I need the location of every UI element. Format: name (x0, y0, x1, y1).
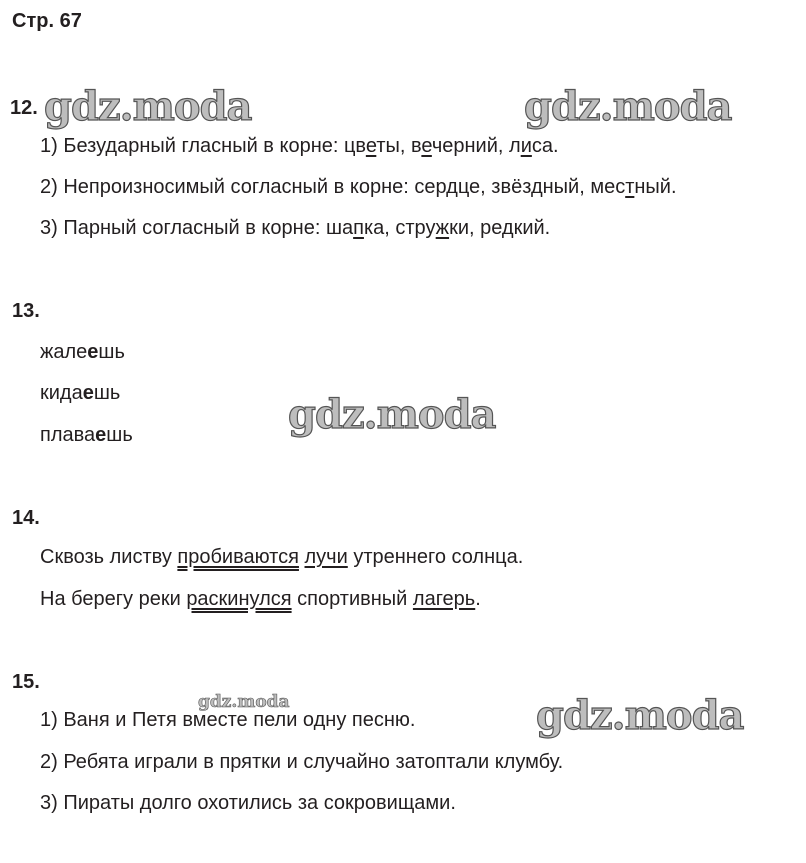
highlighted-letter: е (421, 135, 432, 157)
sentence-text: спортивный (291, 588, 413, 610)
line-text: кий. (513, 217, 551, 239)
sentence-text: утреннего солнца. (347, 546, 524, 568)
line-text: 3) Парный согласный в корне: ша (40, 217, 354, 239)
watermark-logo: gdz.moda (44, 83, 252, 130)
word-part: плава (40, 424, 96, 446)
exercise-15-number: 15. (12, 671, 40, 693)
exercise-12-line-2 (40, 176, 677, 199)
exercise-12-line-1 (40, 135, 559, 158)
exercise-15-item: 2) Ребята играли в прятки и случайно затоптали клумбу. (40, 751, 564, 773)
line-text: ки, ре (449, 217, 502, 239)
highlighted-letter: д (446, 176, 458, 198)
exercise-13-number: 13. (12, 300, 40, 322)
line-text: ка, стру (363, 217, 436, 239)
sentence-text: На берегу реки (40, 588, 187, 610)
subject: лагерь (412, 588, 476, 610)
highlighted-letter: п (353, 217, 364, 239)
watermark-logo: gdz.moda (198, 692, 290, 712)
exercise-13-word-1 (40, 341, 125, 364)
word-part: шь (106, 424, 133, 446)
exercise-15-item: 1) Ваня и Петя вместе пели одну песню. (40, 709, 416, 731)
line-text: ты, в (376, 135, 422, 157)
highlighted-letter: д (501, 217, 514, 239)
exercise-15-item: 3) Пираты долго охотились за сокровищами. (40, 792, 456, 814)
bold-letter: е (82, 382, 94, 404)
predicate: раскинулся (186, 588, 292, 610)
exercise-14-sentence-1 (40, 546, 523, 569)
subject: лучи (304, 546, 348, 568)
exercise-12-line-3 (40, 217, 550, 240)
highlighted-letter: ж (435, 217, 450, 239)
line-text: са. (531, 135, 559, 157)
sentence-text: Сквозь листву (40, 546, 178, 568)
exercise-14-sentence-2 (40, 588, 481, 611)
page-number: Стр. 67 (12, 10, 82, 32)
line-text: ный, мес (542, 176, 626, 198)
line-text: це, звёз (457, 176, 531, 198)
word-part: шь (93, 382, 121, 404)
word-part: кида (40, 382, 83, 404)
watermark-logo: gdz.moda (524, 83, 732, 130)
exercise-13-word-3 (40, 424, 133, 447)
exercise-14-number: 14. (12, 507, 40, 529)
predicate: пробиваются (177, 546, 299, 568)
watermark-logo: gdz.moda (536, 692, 744, 739)
highlighted-letter: т (625, 176, 635, 198)
line-text: черний, л (431, 135, 521, 157)
word-part: шь (98, 341, 125, 363)
watermark-logo: gdz.moda (288, 391, 496, 438)
line-text: 2) Непроизносимый согласный в корне: сер (40, 176, 447, 198)
highlighted-letter: и (520, 135, 532, 157)
highlighted-letter: д (530, 176, 543, 198)
exercise-12-number: 12. (10, 97, 38, 119)
exercise-13-word-2 (40, 382, 120, 405)
word-part: жале (40, 341, 88, 363)
sentence-text: . (475, 588, 481, 610)
bold-letter: е (87, 341, 99, 363)
line-text: ный. (634, 176, 677, 198)
line-text: 1) Безударный гласный в корне: цв (40, 135, 366, 157)
highlighted-letter: е (365, 135, 377, 157)
bold-letter: е (95, 424, 107, 446)
